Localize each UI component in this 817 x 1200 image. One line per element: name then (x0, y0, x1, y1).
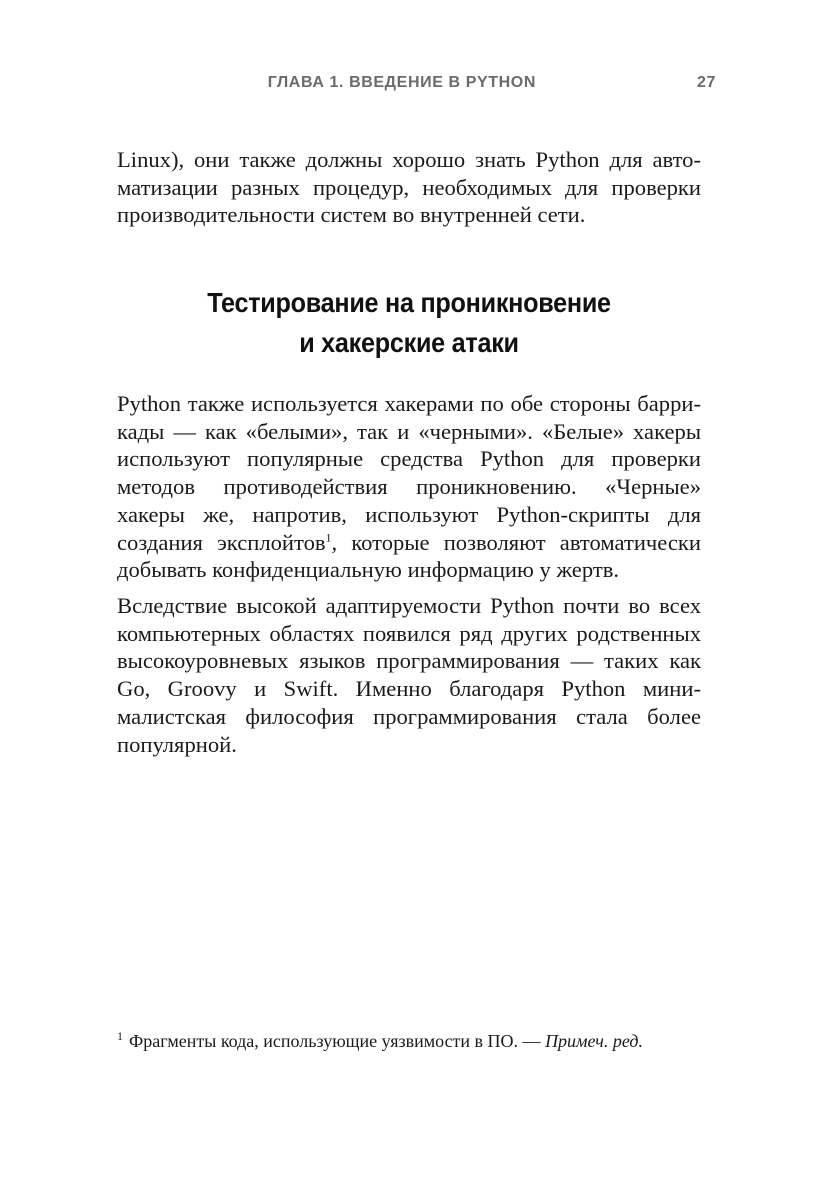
page-number: 27 (697, 74, 716, 91)
section-heading (146, 283, 672, 363)
chapter-title: ГЛАВА 1. ВВЕДЕНИЕ В PYTHON (267, 74, 536, 91)
section-heading-line-1: Тестирование на проникновение (207, 287, 611, 318)
footnote-editor-note: Примеч. ред. (545, 1031, 644, 1051)
paragraph-text: Linux), они также должны хорошо знать Python для автоматизации разных процедур, необходимых для проверки производительности систем во внутренней сети. (117, 147, 701, 228)
paragraph-text-part: , которые позволяют автоматически добывать конфиденциальную информацию у жертв. (117, 529, 701, 583)
section-heading-line-2: и хакерские атаки (299, 327, 519, 358)
paragraph-text (117, 390, 701, 584)
running-header (117, 74, 716, 98)
paragraph-adaptivity (117, 592, 701, 758)
paragraph-text-part: Python также используется хакерами по обе стороны баррикады — как «белыми», так и «черными». «Белые» хакеры используют популярные средства Python для проверки методов противодействия проникновению. «Черные» хакеры же, напротив, используют Python-скрипты для создания эксплойтов (117, 391, 701, 555)
footnote-reference[interactable]: 1 (325, 529, 332, 544)
paragraph-hackers (117, 390, 701, 584)
footnote-mark: 1 (117, 1029, 123, 1043)
paragraph-text: Вследствие высокой адаптируемости Python почти во всех компьютерных областях появился ряд других родственных высокоуровневых языков программирования — таких как Go, Groovy и Swift. Именно благодаря Python минималистская философия программирования стала более популярной. (117, 593, 701, 757)
footnote-text: Фрагменты кода, использующие уязвимости в ПО. — (129, 1031, 546, 1051)
paragraph-continued (117, 146, 701, 229)
footnote (117, 1029, 717, 1053)
